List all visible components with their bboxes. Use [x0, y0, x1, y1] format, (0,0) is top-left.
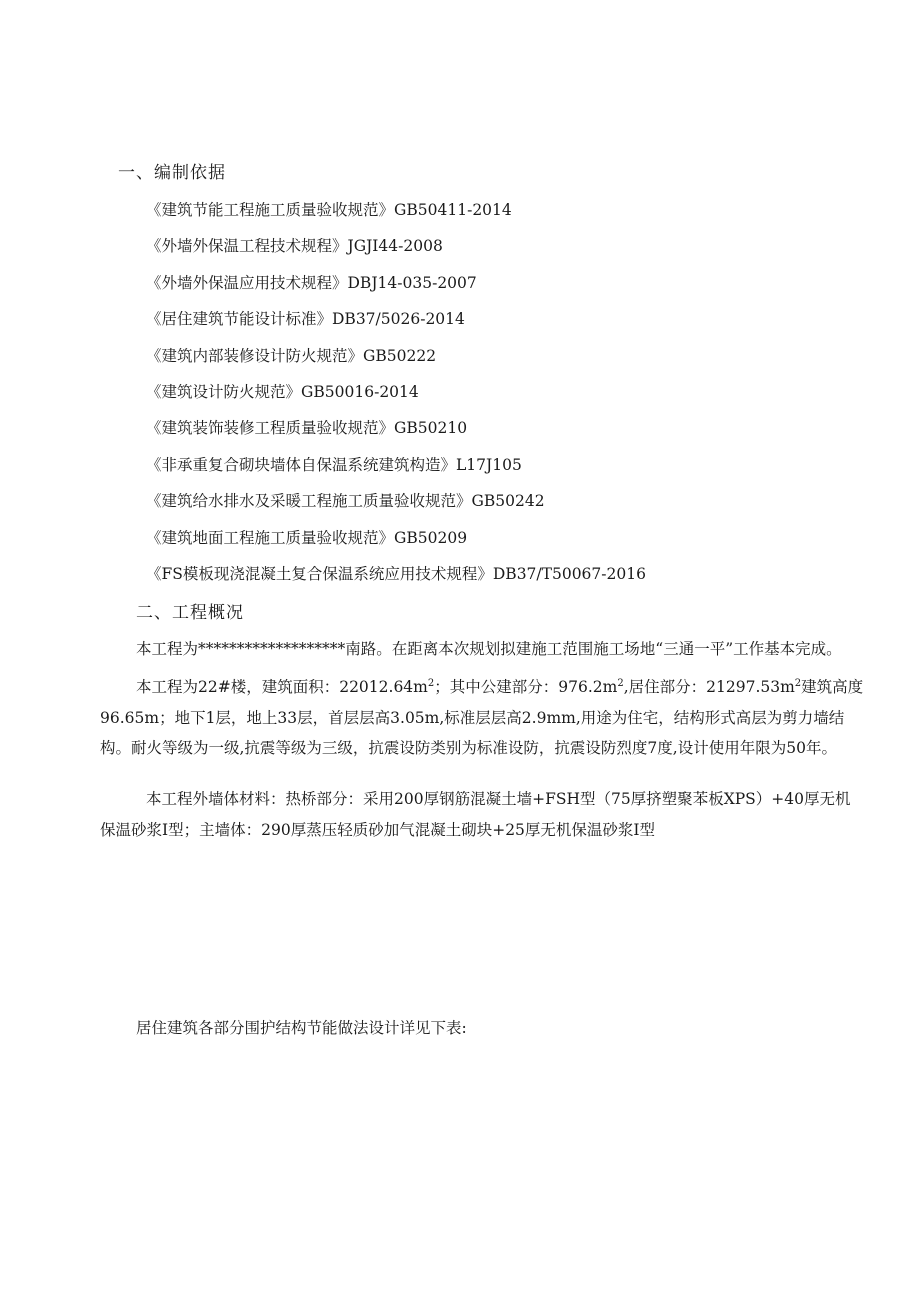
- overview-paragraph-building: [100, 672, 864, 764]
- unit-superscript: 2: [427, 677, 435, 689]
- reference-item: 《建筑装饰装修工程质量验收规范》GB50210: [146, 419, 468, 438]
- reference-list: [146, 198, 646, 598]
- building-rating-text: 构。耐火等级为一级,抗震等级为三级，抗震设防类别为标准设防，抗震设防烈度7度,设计使用年限为50年。: [100, 739, 837, 757]
- residential-area-text: ,居住部分：21297.53m: [623, 678, 795, 696]
- unit-superscript: 2: [617, 677, 624, 689]
- location-suffix: 南路。在距离本次规划拟建施工范围施工场地“三通一平”工作基本完成。: [345, 640, 842, 658]
- public-area-text: ；其中公建部分：976.2m: [434, 678, 618, 696]
- wall-materials-line2: 保温砂浆Ⅰ型；主墙体：290厚蒸压轻质砂加气混凝土砌块+25厚无机保温砂浆Ⅰ型: [100, 820, 656, 839]
- building-area-text: 本工程为22#楼，建筑面积：22012.64m: [136, 678, 428, 696]
- reference-item: 《外墙外保温工程技术规程》JGJI44-2008: [146, 237, 443, 256]
- reference-item: 《FS模板现浇混凝土复合保温系统应用技术规程》DB37/T50067-2016: [146, 564, 646, 583]
- reference-item: 《建筑节能工程施工质量验收规范》GB50411-2014: [146, 201, 512, 219]
- height-label-text: 建筑高度: [801, 678, 864, 696]
- overview-paragraph-wall-materials: [100, 784, 851, 845]
- reference-item: 《居住建筑节能设计标准》DB37/5026-2014: [146, 310, 465, 329]
- wall-materials-line1: 本工程外墙体材料：热桥部分：采用200厚钢筋混凝土墙+FSH型（75厚挤塑聚苯板XPS）+40厚无机: [146, 790, 851, 808]
- reference-item: 《建筑设计防火规范》GB50016-2014: [146, 382, 419, 401]
- masked-road-name: *******************: [198, 640, 346, 658]
- unit-superscript: 2: [794, 677, 802, 689]
- reference-item: 《建筑地面工程施工质量验收规范》GB50209: [146, 528, 468, 547]
- section-heading-basis: 一、编制依据: [118, 163, 226, 183]
- overview-paragraph-location: [136, 634, 842, 665]
- table-intro-paragraph: 居住建筑各部分围护结构节能做法设计详见下表:: [136, 1019, 467, 1037]
- building-floors-text: 96.65m；地下1层，地上33层，首层层高3.05m,标准层层高2.9mm,用途为住宅，结构形式高层为剪力墙结: [100, 708, 845, 727]
- reference-item: 《建筑内部装修设计防火规范》GB50222: [146, 346, 437, 365]
- section-heading-overview: 二、工程概况: [136, 603, 244, 623]
- reference-item: 《非承重复合砌块墙体自保温系统建筑构造》L17J105: [146, 455, 522, 474]
- location-prefix: 本工程为: [136, 640, 199, 658]
- reference-item: 《建筑给水排水及采暖工程施工质量验收规范》GB50242: [146, 492, 545, 511]
- reference-item: 《外墙外保温应用技术规程》DBJ14-035-2007: [146, 273, 477, 292]
